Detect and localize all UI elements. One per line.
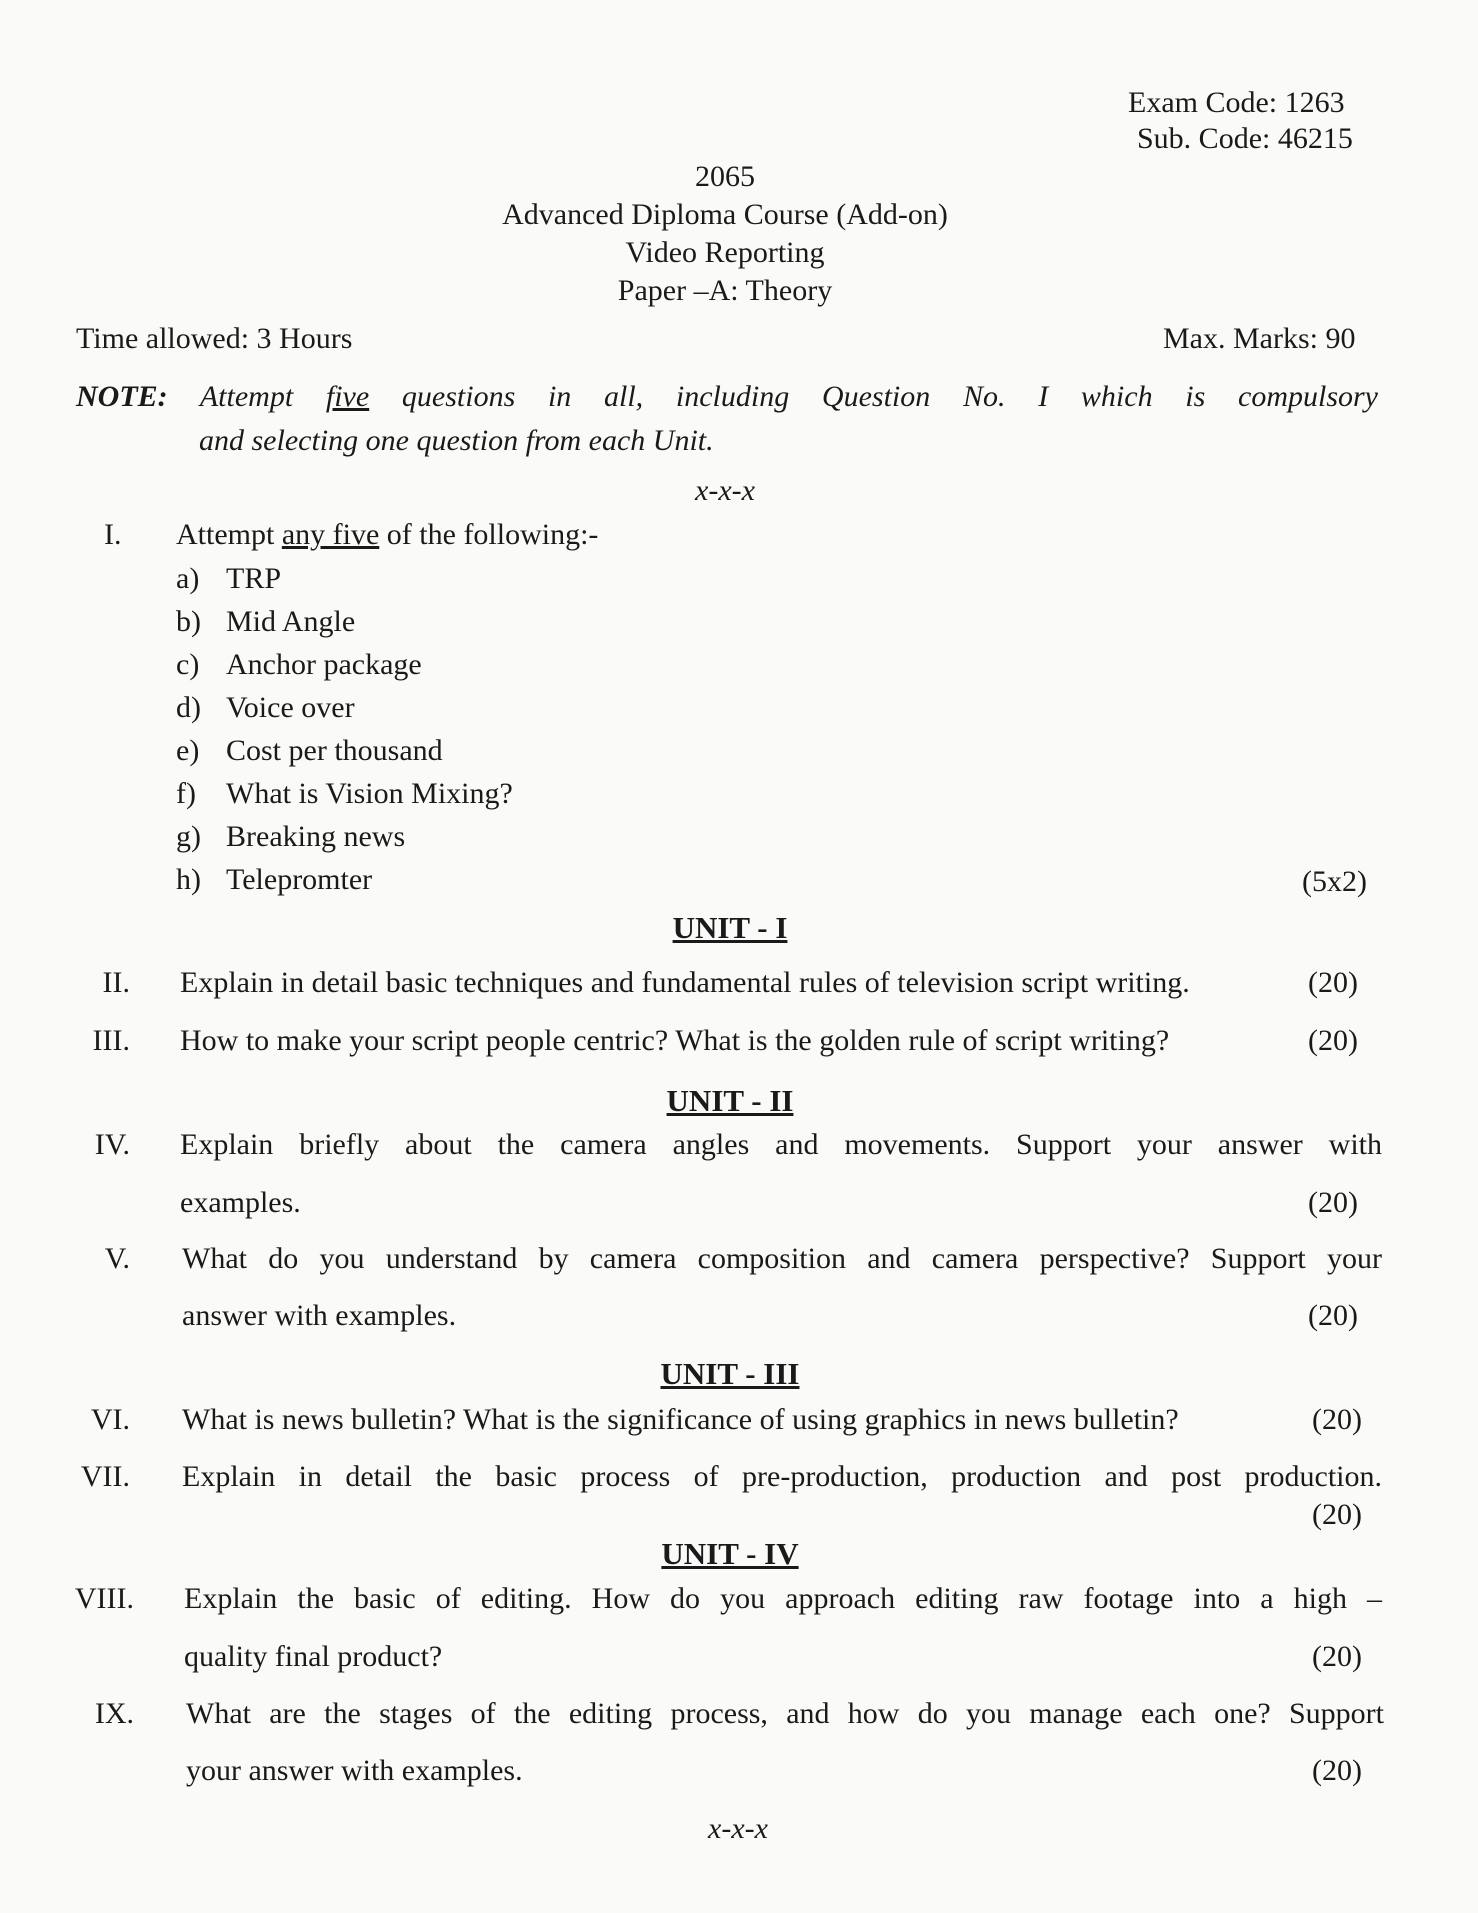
- q1-item-text: Breaking news: [226, 820, 406, 853]
- separator-bottom: x-x-x: [708, 1812, 768, 1845]
- q9-line-1: What are the stages of the editing process, and how do you manage each one? Support: [186, 1697, 1384, 1730]
- q6-number: VI.: [90, 1403, 130, 1436]
- unit-1-heading: UNIT - I: [672, 910, 788, 945]
- q1-attempt: Attempt: [176, 518, 275, 551]
- q1-item-text: Voice over: [226, 691, 355, 724]
- q4-line-2: examples.: [180, 1186, 301, 1219]
- q1-marks: (5x2): [1302, 865, 1367, 898]
- unit-4-heading: UNIT - IV: [661, 1536, 799, 1571]
- q2-number: II.: [102, 966, 130, 999]
- q2-text: Explain in detail basic techniques and fundamental rules of television script writing.: [180, 966, 1190, 999]
- q5-line-1: What do you understand by camera composition and camera perspective? Support your: [182, 1242, 1382, 1275]
- q8-line-1: Explain the basic of editing. How do you approach editing raw footage into a high –: [184, 1582, 1382, 1615]
- paper-title: Paper –A: Theory: [617, 274, 833, 307]
- q1-number: I.: [104, 518, 122, 551]
- q1-following: of the following:-: [386, 518, 599, 551]
- q6-text: What is news bulletin? What is the significance of using graphics in news bulletin?: [182, 1403, 1179, 1436]
- exam-code: Exam Code: 1263: [1128, 86, 1345, 119]
- q1-item-letter: d): [176, 691, 201, 724]
- time-allowed: Time allowed: 3 Hours: [76, 322, 353, 355]
- exam-year: 2065: [695, 160, 755, 193]
- separator-top: x-x-x: [695, 474, 755, 507]
- q3-marks: (20): [1308, 1024, 1358, 1057]
- q5-marks: (20): [1308, 1299, 1358, 1332]
- q6-marks: (20): [1312, 1403, 1362, 1436]
- q1-item-letter: b): [176, 605, 201, 638]
- note-attempt: Attempt: [199, 380, 294, 413]
- q3-number: III.: [92, 1024, 130, 1057]
- note-label: NOTE:: [76, 380, 168, 413]
- q1-item-letter: c): [176, 648, 200, 681]
- q8-number: VIII.: [74, 1582, 134, 1615]
- unit-2-heading: UNIT - II: [666, 1083, 794, 1118]
- unit-3-heading: UNIT - III: [660, 1356, 800, 1391]
- q1-item-letter: a): [176, 562, 200, 595]
- note-line-1: [76, 380, 1378, 414]
- q4-marks: (20): [1308, 1186, 1358, 1219]
- q5-line-2: answer with examples.: [182, 1299, 457, 1332]
- q5-number: V.: [104, 1242, 130, 1275]
- q2-marks: (20): [1308, 966, 1358, 999]
- course-title: Advanced Diploma Course (Add-on): [502, 198, 948, 231]
- q1-item-text: TRP: [226, 562, 282, 595]
- note-rest: questions in all, including Question No. I which is compulsory: [401, 380, 1378, 413]
- q1-item-text: Telepromter: [226, 863, 373, 896]
- q9-line-2: your answer with examples.: [186, 1754, 523, 1787]
- max-marks: Max. Marks: 90: [1163, 322, 1356, 355]
- q1-item-letter: g): [176, 820, 201, 853]
- q1-item-text: Mid Angle: [226, 605, 356, 638]
- q1-item-letter: h): [176, 863, 201, 896]
- q3-text: How to make your script people centric? What is the golden rule of script writing?: [180, 1024, 1170, 1057]
- q1-item-letter: f): [176, 777, 196, 810]
- q8-marks: (20): [1312, 1640, 1362, 1673]
- q9-marks: (20): [1312, 1754, 1362, 1787]
- subject-title: Video Reporting: [625, 236, 825, 269]
- sub-code: Sub. Code: 46215: [1137, 122, 1353, 155]
- q1-item-letter: e): [176, 734, 200, 767]
- q8-line-2: quality final product?: [184, 1640, 443, 1673]
- q4-number: IV.: [94, 1128, 130, 1161]
- q7-line-1: Explain in detail the basic process of pre-production, production and post production.: [182, 1460, 1382, 1493]
- q1-any-five: any five: [281, 518, 380, 551]
- q1-item-text: Cost per thousand: [226, 734, 443, 767]
- q1-item-text: What is Vision Mixing?: [226, 777, 513, 810]
- q4-line-1: Explain briefly about the camera angles and movements. Support your answer with: [180, 1128, 1382, 1161]
- note-line-2: and selecting one question from each Unit.: [199, 424, 714, 457]
- q7-number: VII.: [80, 1460, 130, 1493]
- q1-item-text: Anchor package: [226, 648, 422, 681]
- note-five: five: [325, 380, 370, 413]
- q7-marks: (20): [1312, 1498, 1362, 1531]
- q1-stem: [176, 518, 598, 552]
- q9-number: IX.: [94, 1697, 134, 1730]
